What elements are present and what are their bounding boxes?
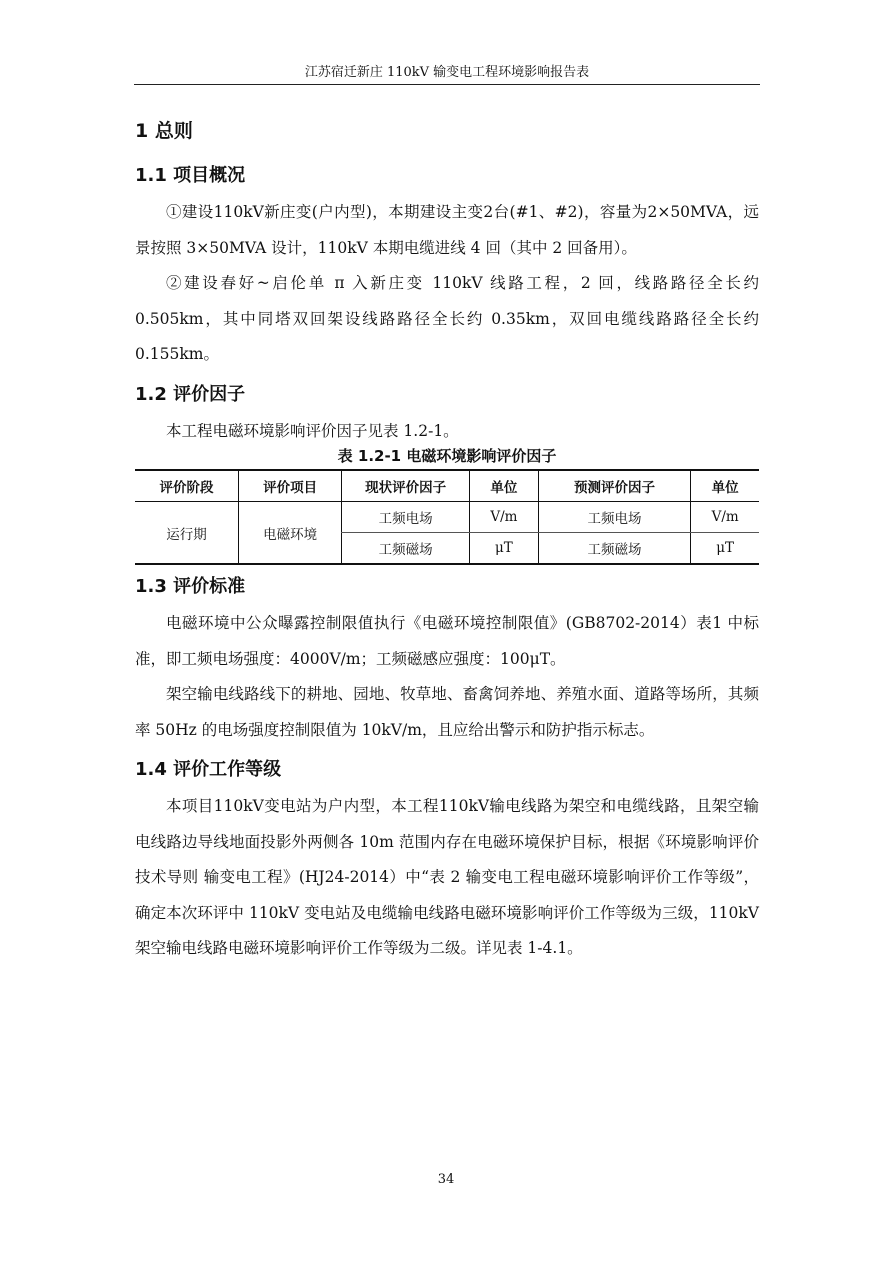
table-cell: μT xyxy=(691,533,759,565)
table-cell: 工频电场 xyxy=(538,502,691,533)
table-cell: 工频磁场 xyxy=(342,533,470,565)
table-cell: 工频电场 xyxy=(342,502,470,533)
section-heading-1-2: 1.2 评价因子 xyxy=(135,383,246,405)
table-header-cell: 预测评价因子 xyxy=(538,470,691,502)
section-heading-1-3: 1.3 评价标准 xyxy=(135,576,246,597)
paragraph: 架空输电线路线下的耕地、园地、牧草地、畜禽饲养地、养殖水面、道路等场所，其频率 50Hz 的电场强度控制限值为 10kV/m，且应给出警示和防护指示标志。 xyxy=(135,685,759,739)
table-header-cell: 现状评价因子 xyxy=(342,470,470,502)
paragraph: 本工程电磁环境影响评价因子见表 1.2-1。 xyxy=(166,421,459,440)
section-heading-1-4: 1.4 评价工作等级 xyxy=(135,759,282,780)
page-number: 34 xyxy=(437,1172,455,1187)
document-body xyxy=(135,116,759,967)
paragraph: 本项目110kV变电站为户内型，本工程110kV输电线路为架空和电缆线路，且架空输电线路边导线地面投影外两侧各 10m 范围内存在电磁环境保护目标，根据《环境影响评价技术导则 输变电工程》(HJ24-2014）中“表 2 输变电工程电磁环境影响评价工作等级”，确定本次环评中 110kV 变电站及电缆输电线路电磁环境影响评价工作等级为三级，110kV 架空输电线路电磁环境影响评价工作等级为二级。详见表 1-4.1。 xyxy=(135,797,759,957)
paragraph: ②建设春好~启伦单 π 入新庄变 110kV 线路工程，2 回，线路路径全长约0.505km，其中同塔双回架设线路路径全长约 0.35km，双回电缆线路路径全长约0.155km。 xyxy=(135,274,759,363)
table-caption: 表 1.2-1 电磁环境影响评价因子 xyxy=(337,447,557,465)
table-header-cell: 单位 xyxy=(691,470,759,502)
table-cell-item: 电磁环境 xyxy=(239,502,342,565)
table-header-row xyxy=(135,470,759,502)
table-header-cell: 评价阶段 xyxy=(135,470,239,502)
table-cell: V/m xyxy=(691,502,759,533)
page-header: 江苏宿迁新庄 110kV 输变电工程环境影响报告表 xyxy=(134,64,760,85)
paragraph: ①建设110kV新庄变(户内型)，本期建设主变2台(#1、#2)，容量为2×50MVA，远景按照 3×50MVA 设计，110kV 本期电缆进线 4 回（其中 2 回备用）。 xyxy=(135,203,759,257)
table-cell-stage: 运行期 xyxy=(135,502,239,565)
table-header-cell: 评价项目 xyxy=(239,470,342,502)
table-cell: 工频磁场 xyxy=(538,533,691,565)
evaluation-factor-table xyxy=(135,469,759,565)
section-heading-1-1: 1.1 项目概况 xyxy=(135,165,246,186)
table-cell: μT xyxy=(470,533,539,565)
table-header-cell: 单位 xyxy=(470,470,539,502)
chapter-title: 1 总则 xyxy=(135,120,193,142)
paragraph: 电磁环境中公众曝露控制限值执行《电磁环境控制限值》(GB8702-2014）表1 中标准，即工频电场强度：4000V/m；工频磁感应强度：100μT。 xyxy=(135,614,759,668)
table-cell: V/m xyxy=(470,502,539,533)
table-row xyxy=(135,502,759,533)
